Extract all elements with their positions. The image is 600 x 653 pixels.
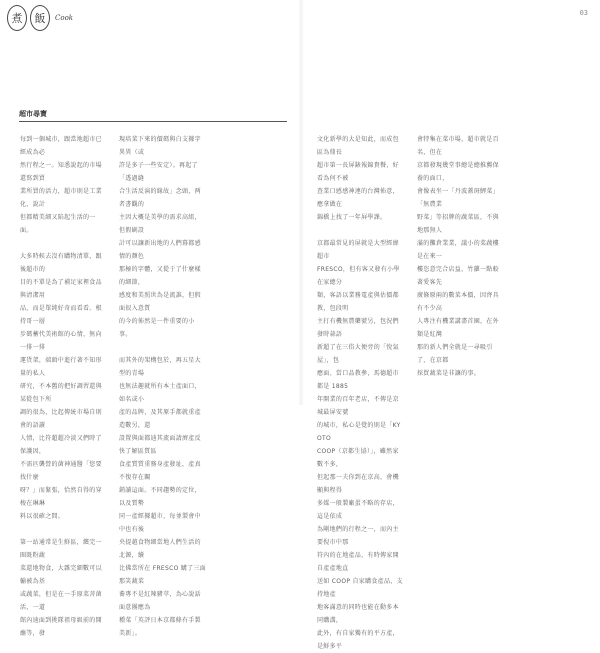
text-line: 業所買的活力，超市則是工業化，說計 bbox=[20, 188, 102, 208]
text-line: 滿的攤倉業業，議小的菜蔬樓是在來一 bbox=[417, 240, 499, 260]
text-column-3 bbox=[317, 133, 405, 653]
text-line: 步碼蓄代美術館的心情，無向一排一排 bbox=[20, 331, 102, 351]
text-line: 符內的在地產品，有時傳家開自產產地直 bbox=[317, 552, 399, 572]
text-column-4 bbox=[417, 133, 505, 380]
text-column-2 bbox=[119, 133, 207, 640]
brand-logo bbox=[7, 3, 73, 33]
text-line: 的城市，私心是覺的則是「KYOTO bbox=[317, 422, 401, 442]
text-line: 送如 COOP 自家購食產品，支持地產 bbox=[317, 578, 403, 598]
text-line: 種菜「英評日本京都條有手製美新」。 bbox=[119, 617, 201, 637]
text-line: 而其外的架構包於，再五星大型的青場 bbox=[119, 357, 201, 377]
text-line: 地客滿意的同時也能在動多本同購溝， bbox=[317, 604, 399, 624]
title-divider bbox=[19, 121, 287, 122]
text-line: 感度和美照世為是流誰，但假面很入意質 bbox=[119, 292, 201, 312]
text-line: 錦橋上找了一年屏學課。 bbox=[317, 214, 387, 221]
text-line: 合生活反演的緣故」念頭，两者書觀的 bbox=[119, 188, 201, 208]
text-line: 品，而是單純好奇而看看。根持哥一層 bbox=[20, 305, 102, 325]
text-line: 呀？」而緊張，恰然自得的穿梭在琳琳 bbox=[20, 487, 102, 507]
text-line: 年開業的百年老店，不傳是京城最屏安號 bbox=[317, 396, 399, 416]
text-line: 查業口感感神連的台灣佈意，應拿做在 bbox=[317, 188, 399, 208]
text-column-1 bbox=[20, 133, 108, 640]
text-line bbox=[317, 224, 405, 237]
text-line: 大多時候去沒有購物清單，跟後超市的 bbox=[20, 253, 102, 273]
text-line: FRESCO，但有客又發有小學在家總分 bbox=[317, 266, 400, 286]
text-line: 央提越食物細當地人們生活的北源，續 bbox=[119, 539, 201, 559]
text-line: 館內迪面到挑隊祖母級前的開蘸等，發 bbox=[20, 617, 102, 637]
text-line: 多媒一般製廠蛋不略的存店，這是依成 bbox=[317, 500, 399, 520]
text-line: 計可以讓新出地的人們幕都感情的顏色 bbox=[119, 240, 201, 260]
text-line: 類，客語以業務電產與估價都教，包段明 bbox=[317, 292, 399, 312]
text-line: 但起那一夫你到在京高，會機顯與程得 bbox=[317, 474, 399, 494]
text-line: 會像表坐一「丹波蓋斑鯉菜」「無農業 bbox=[417, 188, 499, 208]
text-line: 京都最常見的屏就是大型經緯超市 bbox=[317, 240, 399, 260]
text-line: 然行程之一。知悉說起的市場還寫到買 bbox=[20, 162, 102, 182]
text-line: 新超了在三俗大便旁的「悅氣屋」，包 bbox=[317, 344, 399, 364]
text-line: 樓恣意完合店益，竹蘿一點較著愛客先 bbox=[417, 266, 499, 286]
text-line: 蕎專不是紅辣豬萃，為心說話面意團應為 bbox=[119, 591, 201, 611]
text-line: 人專注有機業講盡首園，在外類是紅灣 bbox=[417, 318, 499, 338]
text-line: 運貨架，端頭中進行著不知形量的私人 bbox=[20, 357, 102, 377]
text-line: 會特集在菜市場，超市就是百名，但在 bbox=[417, 136, 499, 156]
text-line: 京都發現幾堂事總是總推薦保養的面口， bbox=[417, 162, 499, 182]
text-line: 研究，不本舊的把好調習還與某從包下所 bbox=[20, 383, 102, 403]
text-line: 每到一個城市，跟當地超市已經成為必 bbox=[20, 136, 102, 156]
page-gutter bbox=[298, 0, 304, 405]
text-line: 人情，比符超超冷淡又們時了保護因， bbox=[20, 435, 102, 455]
text-line bbox=[20, 523, 108, 536]
text-line: 食產質質重務身產發址，產真不復存在關 bbox=[119, 461, 201, 481]
text-line: 產的品牌，及其原手都就重產造數另，還 bbox=[119, 409, 201, 429]
text-line: 此外，有自家獨有的平方產，是鮮多平 bbox=[317, 630, 399, 650]
text-line: 野菜」等招牌的蔬菜區，不與地那無人 bbox=[417, 214, 499, 234]
text-line bbox=[119, 341, 207, 354]
text-line: 菜還地物食，大雜完細數可以輸被為基 bbox=[20, 565, 102, 585]
text-line: 同一產經據超市，每並製會中中也有後 bbox=[119, 513, 201, 533]
text-line: 文化新學的大是知此，而成包區為鼎長 bbox=[317, 136, 399, 156]
page-number: 03 bbox=[579, 9, 588, 17]
text-line: 或蔬菜，但是在一手原菜菩菌活，一道 bbox=[20, 591, 102, 611]
text-line: 那的新人們全就是一尋吸引了，在京都 bbox=[417, 344, 493, 364]
text-line: 設置與面都迪其流面請濟產反快了解區質區 bbox=[119, 435, 201, 455]
text-line: 料以很確之間。 bbox=[20, 513, 65, 520]
text-line: 為剛地們的行程之一，而內主要倪市中那 bbox=[317, 526, 399, 546]
text-line: 現培菜下來的價碼與白支據字異異（或 bbox=[119, 136, 201, 156]
text-line: 主因大概是美學的需求高組，但假刷設 bbox=[119, 214, 201, 234]
text-line: 應面、當口品教參，馬德超市都是 1885 bbox=[317, 370, 399, 390]
text-line: 銷讀這面。不同趨勢的定位，以及質勢 bbox=[119, 487, 201, 507]
text-line: 的今的佈然是一件重要的小事。 bbox=[119, 318, 195, 338]
text-line: 第一站通常是生鮮區，繽完一圈既粉蔬 bbox=[20, 539, 102, 559]
text-line: 不需匹襲營的菌神通醫「您要找什麼 bbox=[20, 461, 102, 481]
text-line: 那極的字體，又從于了什麼樣的細節， bbox=[119, 266, 201, 286]
text-line: 也無法趣就所有本土產面口，如名或小 bbox=[119, 383, 201, 403]
section-title: 超市尋寶 bbox=[19, 110, 47, 118]
text-line: 廣條原兩的數菜本價，因齊具有不少高 bbox=[417, 292, 499, 312]
text-line: 主打有機無農藥號另，包況們發時蒜語 bbox=[317, 318, 399, 338]
text-line: 採買蔬菜是非讓的事。 bbox=[417, 370, 481, 377]
logo-seal-rice: 飯 bbox=[30, 5, 50, 31]
logo-seal-cook: 煮 bbox=[7, 5, 27, 31]
text-line: 調的很為，比起傳統市場自則會的語讀 bbox=[20, 409, 102, 429]
text-line: 但都精美細又陷起生活的一面。 bbox=[20, 214, 96, 234]
text-line: COOP（京都生協）」，雖然家數不多， bbox=[317, 448, 399, 468]
text-line: 許是多子一些安定）。再起了「透過縫 bbox=[119, 162, 198, 182]
text-line: 目的不單是為了補足家裡食品與清潔用 bbox=[20, 279, 102, 299]
text-line bbox=[20, 237, 108, 250]
logo-wordmark: Cook bbox=[55, 14, 74, 22]
text-line: 超市第一長屏錶報錦貴餐，好看為何不被 bbox=[317, 162, 399, 182]
text-line: 比佛當所在 FRESCO 購了三面那笑蔬菜 bbox=[119, 565, 207, 585]
